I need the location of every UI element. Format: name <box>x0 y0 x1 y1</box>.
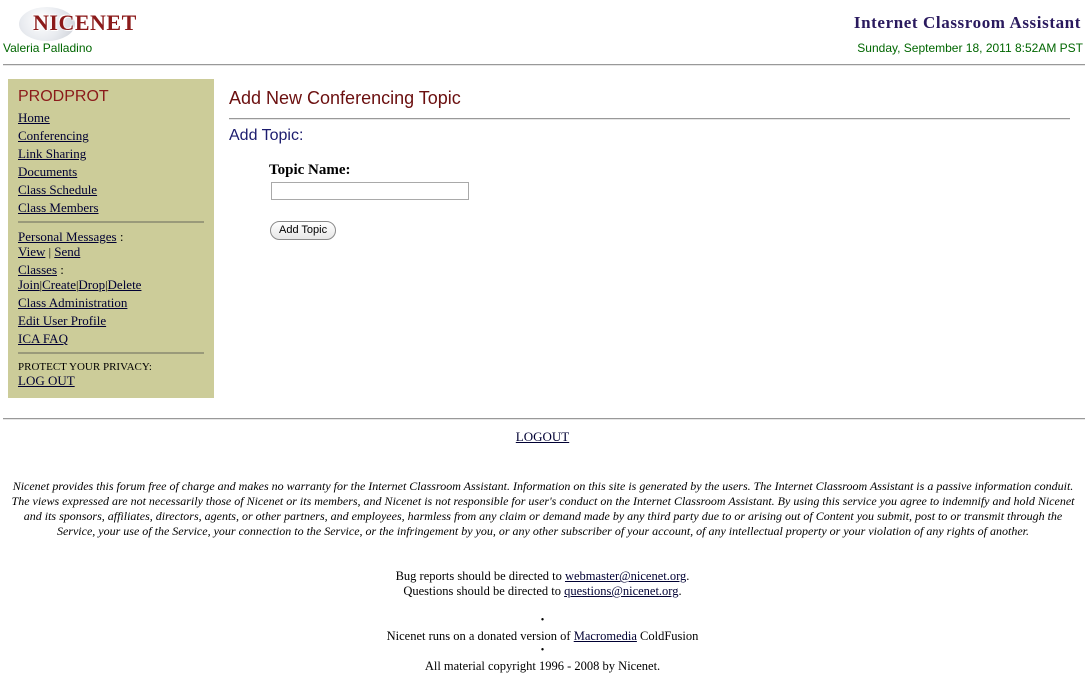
questions-line <box>0 584 1085 599</box>
add-topic-button[interactable]: Add Topic <box>270 221 336 240</box>
nav-link-sharing-link[interactable]: Link Sharing <box>18 146 87 161</box>
footer-logout-row <box>0 429 1085 445</box>
view-messages-link[interactable]: View <box>18 244 46 259</box>
coldfusion-prefix: Nicenet runs on a donated version of <box>386 629 574 643</box>
questions-prefix: Questions should be directed to <box>403 584 565 598</box>
user-name: Valeria Palladino <box>3 41 93 55</box>
bullet-separator: • <box>540 615 545 626</box>
title-divider <box>229 118 1070 120</box>
personal-messages-suffix: : <box>116 229 124 244</box>
sidebar-divider <box>18 352 204 354</box>
pipe-separator: | <box>39 278 43 292</box>
page-title: Add New Conferencing Topic <box>229 88 461 108</box>
personal-messages-link[interactable]: Personal Messages <box>18 229 117 244</box>
app-title: Internet Classroom Assistant <box>853 13 1081 32</box>
nav-documents-link[interactable]: Documents <box>18 164 78 179</box>
classes-row <box>18 262 64 278</box>
class-administration-link[interactable]: Class Administration <box>18 295 128 310</box>
bullet-separator: • <box>540 645 545 656</box>
nav-home-link[interactable]: Home <box>18 110 50 125</box>
sidebar-divider <box>18 221 204 223</box>
delete-class-link[interactable]: Delete <box>107 277 142 292</box>
create-class-link[interactable]: Create <box>42 277 76 292</box>
join-class-link[interactable]: Join <box>18 277 40 292</box>
nav-class-schedule-link[interactable]: Class Schedule <box>18 182 98 197</box>
send-message-link[interactable]: Send <box>54 244 81 259</box>
macromedia-link[interactable]: Macromedia <box>573 629 637 643</box>
questions-email-link[interactable]: questions@nicenet.org <box>564 584 679 598</box>
pipe-separator: | <box>105 278 108 292</box>
personal-messages-row <box>18 229 123 245</box>
privacy-label: PROTECT YOUR PRIVACY: <box>18 361 152 373</box>
topic-name-label: Topic Name: <box>269 162 351 178</box>
classes-link[interactable]: Classes <box>18 262 57 277</box>
logo-text: NICENET <box>33 10 137 35</box>
pipe-separator: | <box>48 245 52 259</box>
edit-user-profile-link[interactable]: Edit User Profile <box>18 313 107 328</box>
class-name: PRODPROT <box>18 88 109 105</box>
footer-logout-link[interactable]: LOGOUT <box>515 429 570 444</box>
bug-report-prefix: Bug reports should be directed to <box>395 569 565 583</box>
section-title: Add Topic: <box>229 127 304 144</box>
class-actions-row <box>18 277 141 293</box>
nicenet-logo[interactable] <box>3 3 137 43</box>
ica-faq-link[interactable]: ICA FAQ <box>18 331 68 346</box>
sidebar <box>8 79 214 398</box>
nav-conferencing-link[interactable]: Conferencing <box>18 128 89 143</box>
topic-name-input[interactable] <box>271 182 469 200</box>
bug-report-suffix: . <box>686 569 690 583</box>
classes-suffix: : <box>57 262 64 277</box>
current-datetime: Sunday, September 18, 2011 8:52AM PST <box>857 41 1083 55</box>
header-divider <box>3 64 1085 66</box>
webmaster-email-link[interactable]: webmaster@nicenet.org <box>564 569 687 583</box>
nav-class-members-link[interactable]: Class Members <box>18 200 99 215</box>
copyright-text: All material copyright 1996 - 2008 by Nicenet. <box>424 659 661 673</box>
drop-class-link[interactable]: Drop <box>78 277 106 292</box>
coldfusion-line <box>0 629 1085 644</box>
coldfusion-suffix: ColdFusion <box>636 629 699 643</box>
content-divider <box>3 418 1085 420</box>
pipe-separator: | <box>76 278 79 292</box>
bug-report-line <box>0 569 1085 584</box>
questions-suffix: . <box>678 584 682 598</box>
disclaimer-text: Nicenet provides this forum free of charge and makes no warranty for the Internet Classroom Assistant. Information on this site is generated by the users. The Internet Classroom Assistant is a passive information conduit. The views expressed are not necessarily those of Nicenet or its members, and Nicenet is not responsible for user's conduct on the Internet Classroom Assistant. By using this service you agree to indemnify and hold Nicenet and its sponsors, affiliates, directors, agents, or other partners, and employees, harmless from any claim or demand made by any third party due to or arising out of Content you submit, post to or transmit through the Service, your use of the Service, your connection to the Service, or the infringement by you, or any other subscriber of your account, of any intellectual property or your violation of any rights of another. <box>11 479 1075 538</box>
sidebar-logout-link[interactable]: LOG OUT <box>18 373 75 388</box>
messages-actions-row <box>18 244 80 260</box>
